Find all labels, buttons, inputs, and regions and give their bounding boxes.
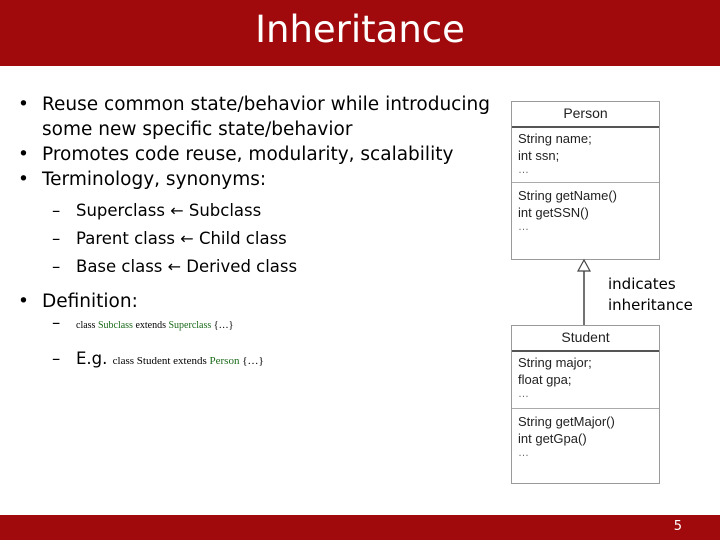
uml-ellipsis: … xyxy=(518,164,529,176)
uml-class-person xyxy=(511,101,660,260)
uml-ellipsis: … xyxy=(518,447,529,459)
uml-class-student xyxy=(511,325,660,484)
inheritance-arrow-icon xyxy=(572,258,596,326)
left-arrow-icon: ← xyxy=(170,201,184,220)
page-number: 5 xyxy=(673,519,682,534)
code-body: {…} xyxy=(242,355,264,367)
term-row xyxy=(18,225,498,253)
code-class-name: Person xyxy=(209,355,240,367)
dash-icon: – xyxy=(52,257,61,276)
code-keyword: extends xyxy=(173,355,207,367)
dash-icon: – xyxy=(52,313,61,332)
uml-class-name: Person xyxy=(512,102,659,128)
uml-methods xyxy=(512,182,659,241)
term-right: Subclass xyxy=(188,201,262,220)
uml-class-name: Student xyxy=(512,326,659,352)
code-class-name: Superclass xyxy=(168,320,212,331)
bullet-list xyxy=(18,92,498,375)
uml-fields xyxy=(512,128,659,182)
uml-field: String major; xyxy=(518,355,592,370)
slide-title: Inheritance xyxy=(255,8,465,51)
example-prefix: E.g. xyxy=(76,349,108,368)
bullet-definition-text: Definition: xyxy=(42,291,138,312)
term-right: Child class xyxy=(198,229,287,248)
uml-ellipsis: … xyxy=(518,388,529,400)
bullet-reuse-text: Reuse common state/behavior while introducing some new specific state/behavior xyxy=(42,94,490,140)
term-row xyxy=(18,253,498,281)
bullet-reuse xyxy=(18,92,498,142)
definition-row xyxy=(18,314,498,335)
bullet-promotes xyxy=(18,142,498,167)
code-keyword: class xyxy=(112,355,135,367)
example-code xyxy=(113,355,264,367)
example-row xyxy=(18,345,498,375)
bullet-terminology-text: Terminology, synonyms: xyxy=(42,169,267,190)
term-left: Superclass xyxy=(76,201,165,220)
bullet-dot-icon: • xyxy=(18,169,29,190)
uml-fields xyxy=(512,352,659,408)
left-arrow-icon: ← xyxy=(167,257,182,276)
definition-code xyxy=(76,320,233,331)
dash-icon: – xyxy=(52,229,61,248)
uml-method: int getSSN() xyxy=(518,205,589,220)
bullet-terminology xyxy=(18,167,498,192)
code-class-name: Student xyxy=(136,355,171,367)
bullet-definition xyxy=(18,289,498,314)
dash-icon: – xyxy=(52,349,61,368)
uml-methods xyxy=(512,408,659,467)
left-arrow-icon: ← xyxy=(180,229,194,248)
footer-bar xyxy=(0,515,720,540)
code-keyword: class xyxy=(76,320,96,331)
bullet-dot-icon: • xyxy=(18,291,29,312)
inheritance-note: indicates inheritance xyxy=(608,275,693,314)
term-right: Derived class xyxy=(186,257,298,276)
uml-method: String getMajor() xyxy=(518,414,615,429)
uml-method: int getGpa() xyxy=(518,431,587,446)
uml-field: float gpa; xyxy=(518,372,572,387)
term-row xyxy=(18,197,498,225)
uml-field: String name; xyxy=(518,131,592,146)
term-left: Base class xyxy=(76,257,163,276)
code-body: {…} xyxy=(213,320,234,331)
term-left: Parent class xyxy=(76,229,176,248)
dash-icon: – xyxy=(52,201,61,220)
code-keyword: extends xyxy=(135,320,166,331)
uml-method: String getName() xyxy=(518,188,617,203)
uml-ellipsis: … xyxy=(518,221,529,233)
bullet-dot-icon: • xyxy=(18,144,29,165)
bullet-dot-icon: • xyxy=(18,94,29,115)
code-class-name: Subclass xyxy=(97,320,133,331)
uml-field: int ssn; xyxy=(518,148,560,163)
arrow-head xyxy=(578,260,590,271)
bullet-promotes-text: Promotes code reuse, modularity, scalability xyxy=(42,144,454,165)
